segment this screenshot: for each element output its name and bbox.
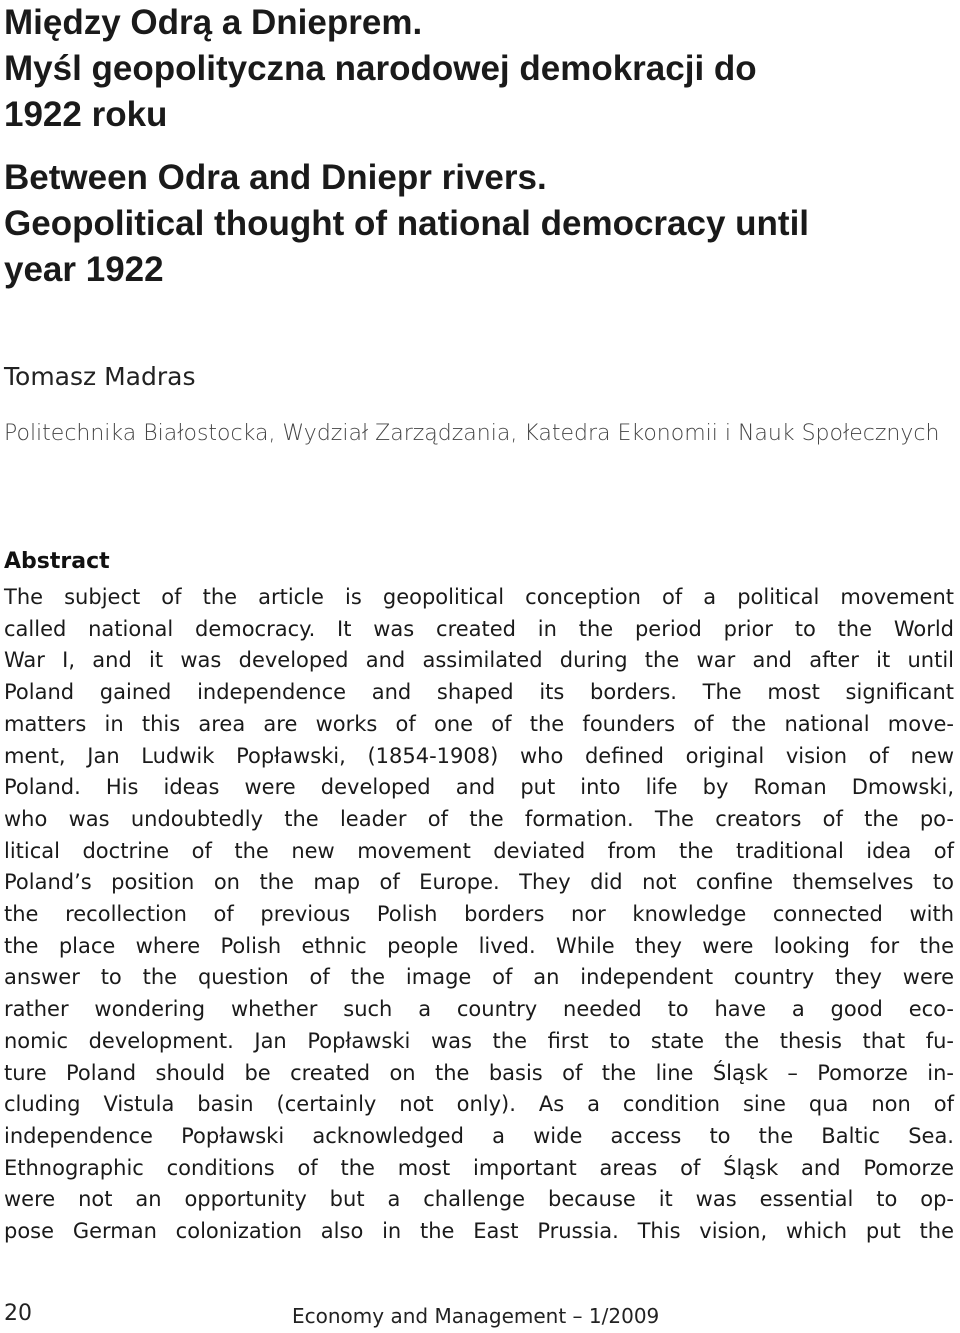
- abstract-line: rather wondering whether such a country needed to have a good eco-: [4, 997, 954, 1022]
- abstract-line: Ethnographic conditions of the most important areas of Śląsk and Pomorze: [4, 1155, 954, 1180]
- abstract-line: who was undoubtedly the leader of the formation. The creators of the po-: [4, 806, 954, 831]
- title-en-line: year 1922: [4, 250, 164, 289]
- author-affiliation: Politechnika Białostocka, Wydział Zarządzania, Katedra Ekonomii i Nauk Społecznych: [4, 421, 940, 446]
- abstract-line: Poland’s position on the map of Europe. They did not confine themselves to: [4, 870, 954, 895]
- abstract-line: independence Popławski acknowledged a wide access to the Baltic Sea.: [4, 1123, 954, 1148]
- title-block: [4, 0, 954, 293]
- abstract-line: the place where Polish ethnic people lived. While they were looking for the: [4, 933, 954, 958]
- author-name: Tomasz Madras: [4, 362, 196, 391]
- abstract-line: ment, Jan Ludwik Popławski, (1854-1908) who defined original vision of new: [4, 743, 954, 768]
- journal-footer: Economy and Management – 1/2009: [292, 1304, 660, 1328]
- abstract-line: the recollection of previous Polish borders nor knowledge connected with: [4, 902, 954, 927]
- abstract-line: pose German colonization also in the East Prussia. This vision, which put the: [4, 1219, 954, 1244]
- title-pl-line: Między Odrą a Dnieprem.: [4, 3, 423, 42]
- title-pl-line: 1922 roku: [4, 95, 168, 134]
- abstract-line: nomic development. Jan Popławski was the first to state the thesis that fu-: [4, 1028, 954, 1053]
- abstract-heading: Abstract: [4, 549, 110, 574]
- page-number: 20: [4, 1301, 32, 1326]
- title-pl-line: Myśl geopolityczna narodowej demokracji do: [4, 49, 757, 88]
- abstract-line: War I, and it was developed and assimilated during the war and after it until: [4, 648, 954, 673]
- abstract-line: matters in this area are works of one of the founders of the national move-: [4, 711, 954, 736]
- title-en-line: Geopolitical thought of national democracy until: [4, 204, 810, 243]
- abstract-line: answer to the question of the image of an independent country they were: [4, 965, 954, 990]
- abstract-line: The subject of the article is geopolitical conception of a political movement: [4, 585, 954, 609]
- abstract-line: called national democracy. It was created in the period prior to the World: [4, 616, 954, 641]
- abstract-line: Poland. His ideas were developed and put into life by Roman Dmowski,: [4, 775, 954, 800]
- abstract-line: litical doctrine of the new movement deviated from the traditional idea of: [4, 838, 954, 863]
- abstract-body: [4, 582, 954, 1248]
- abstract-line: ture Poland should be created on the basis of the line Śląsk – Pomorze in-: [4, 1060, 954, 1085]
- title-en-line: Between Odra and Dniepr rivers.: [4, 158, 547, 197]
- abstract-line: cluding Vistula basin (certainly not only). As a condition sine qua non of: [4, 1092, 954, 1117]
- abstract-line: were not an opportunity but a challenge because it was essential to op-: [4, 1187, 954, 1212]
- abstract-line: Poland gained independence and shaped its borders. The most significant: [4, 680, 954, 705]
